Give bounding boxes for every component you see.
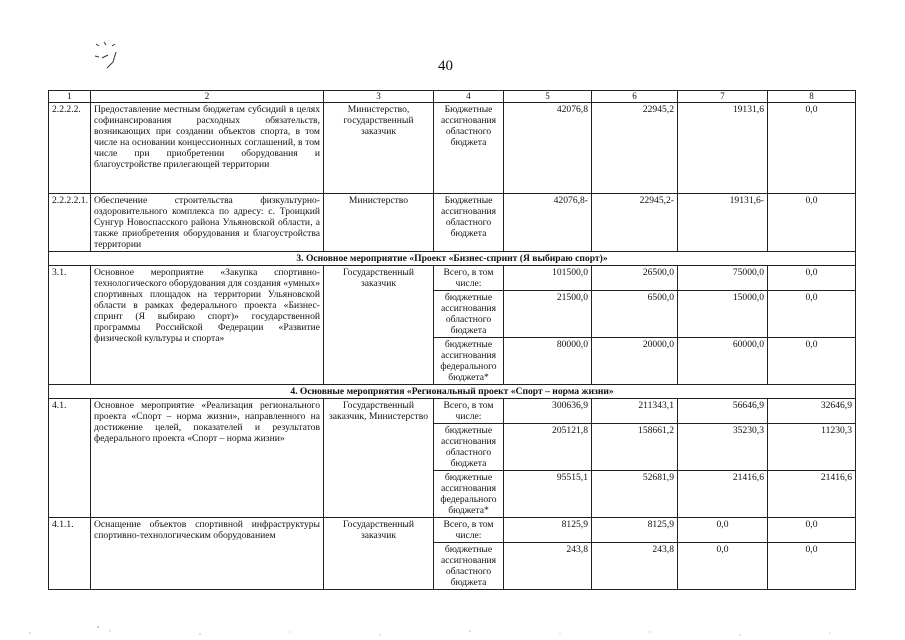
row-description: Основное мероприятие «Реализация регионального проекта «Спорт – норма жизни», направленного на достижение целей, показателей и результатов федерального проекта «Спорт – норма жизни» xyxy=(91,399,324,518)
row-value-year2: 0,0 xyxy=(678,543,768,590)
row-executor: Государственный заказчик xyxy=(324,518,434,590)
row-value-total: 42076,8- xyxy=(504,194,592,252)
row-value-year1: 243,8 xyxy=(592,543,678,590)
program-table xyxy=(48,90,856,590)
row-value-year2: 19131,6- xyxy=(678,194,768,252)
row-executor: Министерство, государственный заказчик xyxy=(324,103,434,194)
row-code: 4.1. xyxy=(49,399,91,518)
header-cell: 3 xyxy=(324,91,434,103)
row-value-year2: 75000,0 xyxy=(678,266,768,291)
section-heading-row xyxy=(49,385,856,399)
row-value-total: 243,8 xyxy=(504,543,592,590)
row-value-total: 300636,9 xyxy=(504,399,592,424)
row-funding-source: Всего, в том числе: xyxy=(434,399,504,424)
row-description: Основное мероприятие «Закупка спортивно-технологического оборудования для создания «умных» спортивных площадок на территории Ульяновской области в рамках федерального проекта «Бизнес-спринт (Я выбираю спорт)» государственной программы Российской Федерации «Развитие физической культуры и спорта» xyxy=(91,266,324,385)
row-funding-source: Всего, в том числе: xyxy=(434,518,504,543)
row-value-year3: 0,0 xyxy=(768,338,856,385)
scan-noise xyxy=(0,625,905,640)
row-funding-source: Бюджетные ассигнования областного бюджета xyxy=(434,103,504,194)
table-row xyxy=(49,194,856,252)
table-row xyxy=(49,103,856,194)
row-value-year1: 26500,0 xyxy=(592,266,678,291)
row-value-total: 95515,1 xyxy=(504,471,592,518)
row-value-year1: 22945,2- xyxy=(592,194,678,252)
row-value-year2: 35230,3 xyxy=(678,424,768,471)
row-value-total: 8125,9 xyxy=(504,518,592,543)
row-value-year2: 60000,0 xyxy=(678,338,768,385)
row-value-year3: 0,0 xyxy=(768,194,856,252)
row-value-year1: 20000,0 xyxy=(592,338,678,385)
row-value-total: 21500,0 xyxy=(504,291,592,338)
page-number: 40 xyxy=(438,58,453,74)
row-value-total: 80000,0 xyxy=(504,338,592,385)
row-value-year3: 0,0 xyxy=(768,103,856,194)
row-value-total: 42076,8 xyxy=(504,103,592,194)
row-value-year3: 32646,9 xyxy=(768,399,856,424)
table-row xyxy=(49,518,856,543)
row-value-year2: 21416,6 xyxy=(678,471,768,518)
row-value-year3: 0,0 xyxy=(768,266,856,291)
row-funding-source: бюджетные ассигнования областного бюджета xyxy=(434,424,504,471)
section-heading: 4. Основные мероприятия «Региональный проект «Спорт – норма жизни» xyxy=(49,385,856,399)
row-description: Обеспечение строительства физкультурно-оздоровительного комплекса по адресу: с. Троицкий Сунгур Новоспасского района Ульяновской области, а также приобретения оборудования и благоустройства территории xyxy=(91,194,324,252)
row-value-year2: 19131,6 xyxy=(678,103,768,194)
row-code: 4.1.1. xyxy=(49,518,91,590)
row-description: Оснащение объектов спортивной инфраструктуры спортивно-технологическим оборудованием xyxy=(91,518,324,590)
row-code: 2.2.2.2.1. xyxy=(49,194,91,252)
row-value-total: 101500,0 xyxy=(504,266,592,291)
row-value-year1: 52681,9 xyxy=(592,471,678,518)
header-cell: 6 xyxy=(592,91,678,103)
row-value-year1: 158661,2 xyxy=(592,424,678,471)
row-funding-source: Бюджетные ассигнования областного бюджета xyxy=(434,194,504,252)
row-value-year2: 56646,9 xyxy=(678,399,768,424)
row-funding-source: бюджетные ассигнования областного бюджета xyxy=(434,291,504,338)
row-funding-source: Всего, в том числе: xyxy=(434,266,504,291)
section-heading: 3. Основное мероприятие «Проект «Бизнес-спринт (Я выбираю спорт)» xyxy=(49,252,856,266)
row-value-year3: 0,0 xyxy=(768,518,856,543)
row-executor: Государственный заказчик xyxy=(324,266,434,385)
row-value-total: 205121,8 xyxy=(504,424,592,471)
handwritten-mark xyxy=(90,38,130,78)
row-funding-source: бюджетные ассигнования федерального бюджета* xyxy=(434,338,504,385)
row-value-year2: 15000,0 xyxy=(678,291,768,338)
header-cell: 7 xyxy=(678,91,768,103)
row-value-year1: 211343,1 xyxy=(592,399,678,424)
header-cell: 8 xyxy=(768,91,856,103)
row-description: Предоставление местным бюджетам субсидий в целях софинансирования расходных обязательств, возникающих при создании объектов спорта, в том числе на основании концессионных соглашений, в том числе при приобретении оборудования и благоустройстве прилегающей территории xyxy=(91,103,324,194)
row-value-year3: 0,0 xyxy=(768,543,856,590)
row-value-year2: 0,0 xyxy=(678,518,768,543)
table-header-row xyxy=(49,91,856,103)
row-executor: Министерство xyxy=(324,194,434,252)
header-cell: 2 xyxy=(91,91,324,103)
row-code: 3.1. xyxy=(49,266,91,385)
row-funding-source: бюджетные ассигнования федерального бюджета* xyxy=(434,471,504,518)
table-row xyxy=(49,399,856,424)
row-value-year1: 6500,0 xyxy=(592,291,678,338)
row-value-year1: 22945,2 xyxy=(592,103,678,194)
row-executor: Государственный заказчик, Министерство xyxy=(324,399,434,518)
header-cell: 5 xyxy=(504,91,592,103)
row-value-year3: 21416,6 xyxy=(768,471,856,518)
table-row xyxy=(49,266,856,291)
row-value-year1: 8125,9 xyxy=(592,518,678,543)
header-cell: 4 xyxy=(434,91,504,103)
header-cell: 1 xyxy=(49,91,91,103)
row-value-year3: 0,0 xyxy=(768,291,856,338)
row-code: 2.2.2.2. xyxy=(49,103,91,194)
section-heading-row xyxy=(49,252,856,266)
row-value-year3: 11230,3 xyxy=(768,424,856,471)
row-funding-source: бюджетные ассигнования областного бюджета xyxy=(434,543,504,590)
